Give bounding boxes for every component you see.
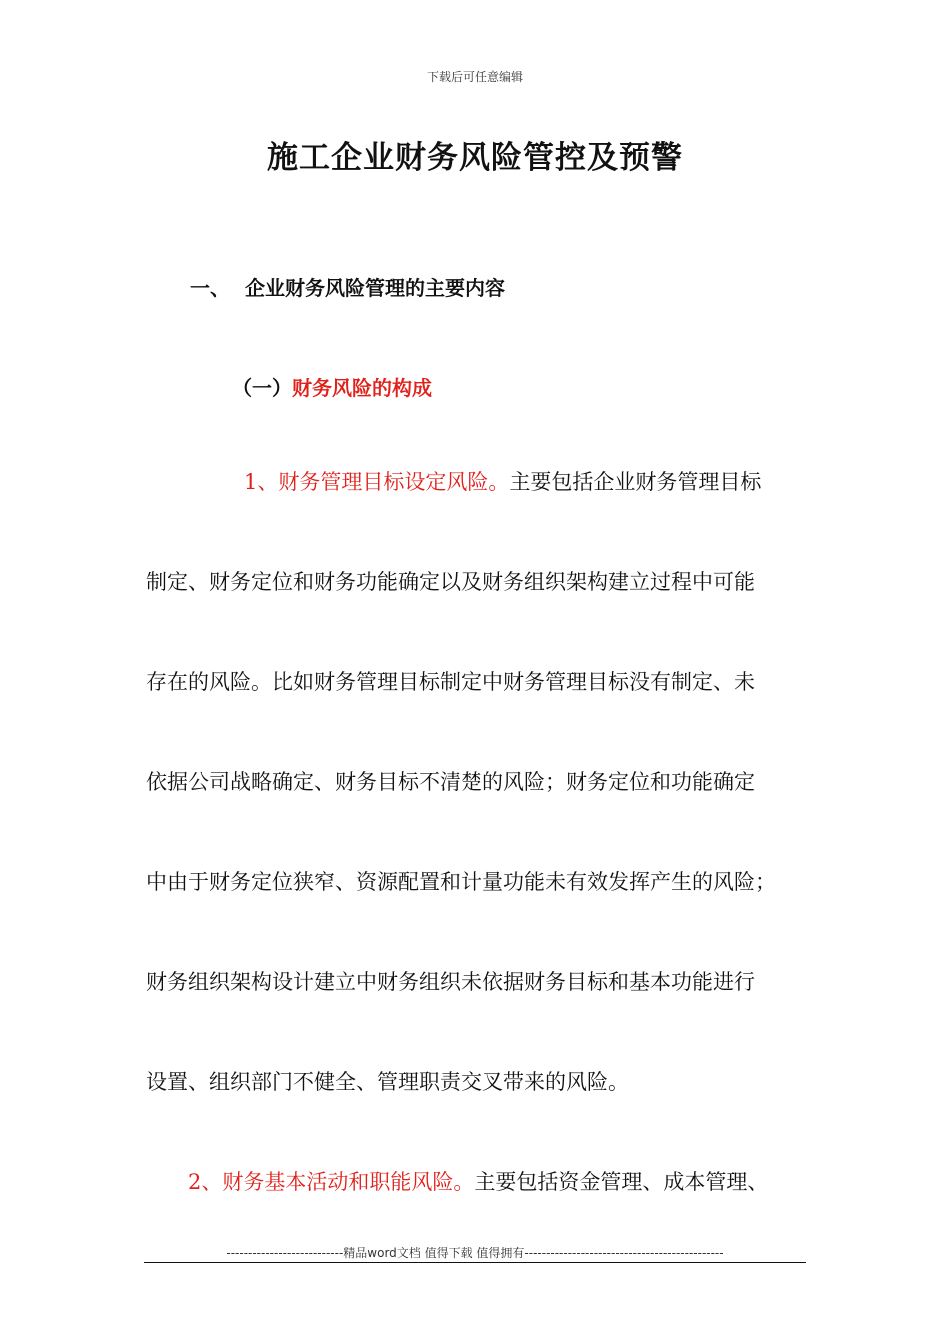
paragraph-1-line-6: 财务组织架构设计建立中财务组织未依据财务目标和基本功能进行: [146, 970, 755, 994]
footer-note: ---------------------------精品word文档 值得下载 值得拥有----------------------------------------------: [226, 1246, 724, 1260]
paragraph-1-line-1: [244, 472, 761, 493]
section-heading: [190, 272, 505, 301]
paragraph-1-line-7: 设置、组织部门不健全、管理职责交叉带来的风险。: [146, 1070, 629, 1094]
section-number: 一、: [190, 276, 230, 300]
subsection-number: （一）: [232, 376, 292, 400]
subsection-title: 财务风险的构成: [292, 376, 432, 400]
paragraph-1-line-5: 中由于财务定位狭窄、资源配置和计量功能未有效发挥产生的风险；: [146, 870, 776, 894]
subsection-heading: [232, 372, 432, 401]
paragraph-1-line-3: 存在的风险。比如财务管理目标制定中财务管理目标没有制定、未: [146, 670, 755, 694]
footer-divider: [144, 1262, 806, 1263]
paragraph-2-first-line-text: 主要包括资金管理、成本管理、: [474, 1170, 769, 1194]
paragraph-1-first-line-text: 主要包括企业财务管理目标: [509, 470, 762, 494]
section-title: 企业财务风险管理的主要内容: [245, 276, 505, 300]
paragraph-2-line-1: [188, 1172, 768, 1193]
paragraph-1-lead: 1、财务管理目标设定风险。: [244, 470, 510, 494]
document-title: 施工企业财务风险管控及预警: [267, 140, 683, 176]
paragraph-2-lead: 2、财务基本活动和职能风险。: [188, 1170, 475, 1194]
paragraph-1-line-4: 依据公司战略确定、财务目标不清楚的风险；财务定位和功能确定: [146, 770, 755, 794]
paragraph-1-line-2: 制定、财务定位和财务功能确定以及财务组织架构建立过程中可能: [146, 570, 755, 594]
header-note: 下载后可任意编辑: [426, 70, 523, 84]
